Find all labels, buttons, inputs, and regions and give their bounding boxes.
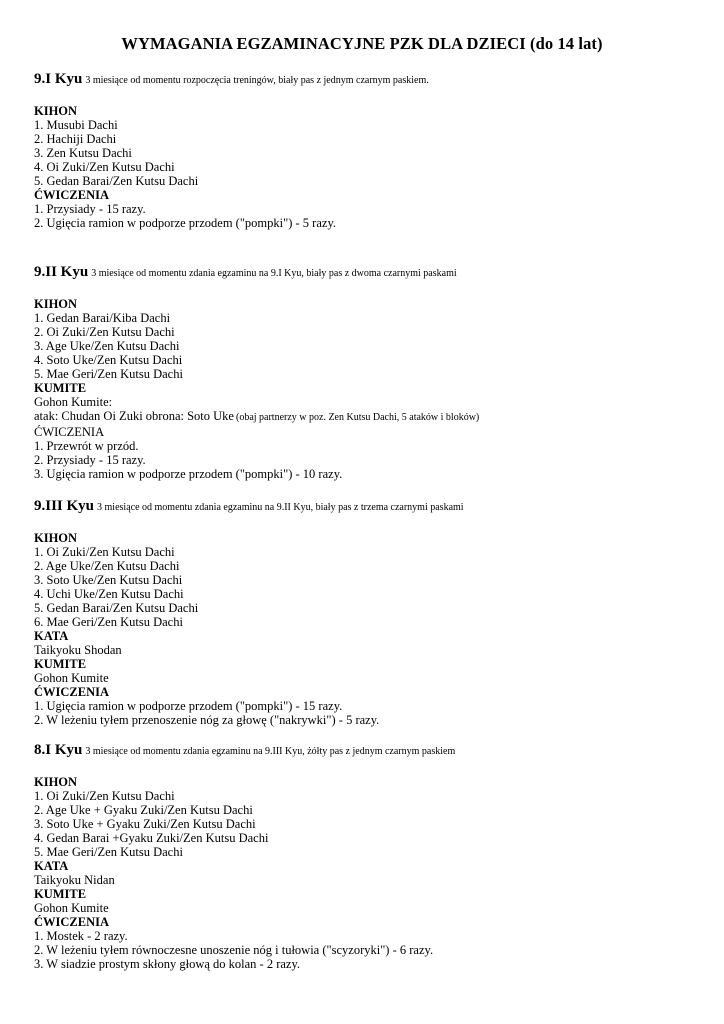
- requirement-item: [34, 395, 704, 409]
- requirement-item: [34, 845, 704, 859]
- section-rank: 9.III Kyu: [34, 498, 95, 514]
- requirement-item: [34, 873, 704, 887]
- requirement-item: [34, 699, 704, 713]
- line-text: 1. Przysiady - 15 razy.: [34, 202, 146, 216]
- section-description: 3 miesiące od momentu zdania egzaminu na 9.I Kyu, biały pas z dwoma czarnymi paskami: [91, 268, 457, 279]
- section-description: 3 miesiące od momentu zdania egzaminu na 9.III Kyu, żółty pas z jednym czarnym paskiem: [85, 746, 456, 757]
- section-description: 3 miesiące od momentu rozpoczęcia treningów, biały pas z jednym czarnym paskiem.: [85, 75, 429, 86]
- line-text: 3. Soto Uke + Gyaku Zuki/Zen Kutsu Dachi: [34, 817, 256, 831]
- requirement-item: [34, 325, 704, 339]
- exam-section-8-1-kyu: [34, 741, 704, 971]
- line-text: 2. W leżeniu tyłem przenoszenie nóg za głowę ("nakrywki") - 5 razy.: [34, 713, 380, 727]
- requirement-item: [34, 409, 704, 425]
- section-description: 3 miesiące od momentu zdania egzaminu na 9.II Kyu, biały pas z trzema czarnymi paskami: [97, 502, 464, 513]
- line-text: 3. Soto Uke/Zen Kutsu Dachi: [34, 573, 183, 587]
- requirement-item: [34, 545, 704, 559]
- requirement-item: [34, 601, 704, 615]
- document-title: WYMAGANIA EGZAMINACYJNE PZK DLA DZIECI (do 14 lat): [121, 34, 603, 53]
- requirement-item: [34, 311, 704, 325]
- requirements-list: [34, 775, 704, 971]
- line-text: KUMITE: [34, 381, 87, 395]
- line-text: 5. Mae Geri/Zen Kutsu Dachi: [34, 845, 183, 859]
- line-text: 2. Age Uke/Zen Kutsu Dachi: [34, 559, 180, 573]
- requirement-item: [34, 559, 704, 573]
- category-heading: [34, 297, 704, 311]
- line-text: KATA: [34, 859, 69, 873]
- line-text: 1. Oi Zuki/Zen Kutsu Dachi: [34, 545, 175, 559]
- requirement-item: [34, 643, 704, 657]
- category-heading: [34, 915, 704, 929]
- line-text: ĆWICZENIA: [34, 425, 105, 439]
- line-text: KUMITE: [34, 887, 87, 901]
- requirements-list: [34, 104, 704, 230]
- requirement-item: [34, 587, 704, 601]
- line-text: 5. Gedan Barai/Zen Kutsu Dachi: [34, 174, 199, 188]
- line-text: 1. Gedan Barai/Kiba Dachi: [34, 311, 171, 325]
- line-text: 4. Oi Zuki/Zen Kutsu Dachi: [34, 160, 175, 174]
- requirement-item: [34, 118, 704, 132]
- line-text: 2. Hachiji Dachi: [34, 132, 117, 146]
- line-text: Gohon Kumite: [34, 901, 109, 915]
- line-text: Gohon Kumite: [34, 671, 109, 685]
- exam-section-9-2-kyu: [34, 263, 704, 481]
- requirement-item: [34, 339, 704, 353]
- category-heading: [34, 657, 704, 671]
- line-text: 5. Gedan Barai/Zen Kutsu Dachi: [34, 601, 199, 615]
- line-text: KIHON: [34, 297, 78, 311]
- line-text: 6. Mae Geri/Zen Kutsu Dachi: [34, 615, 183, 629]
- category-heading: [34, 531, 704, 545]
- requirement-item: [34, 615, 704, 629]
- line-text: 2. Oi Zuki/Zen Kutsu Dachi: [34, 325, 175, 339]
- requirement-item: [34, 713, 704, 727]
- line-text: 1. Ugięcia ramion w podporze przodem ("pompki") - 15 razy.: [34, 699, 343, 713]
- line-text: KIHON: [34, 531, 78, 545]
- requirements-list: [34, 297, 704, 481]
- requirement-item: [34, 367, 704, 381]
- line-text: atak: Chudan Oi Zuki obrona: Soto Uke: [34, 409, 234, 423]
- section-rank: 8.I Kyu: [34, 742, 83, 758]
- line-text: 4. Gedan Barai +Gyaku Zuki/Zen Kutsu Dachi: [34, 831, 269, 845]
- line-text: 1. Musubi Dachi: [34, 118, 118, 132]
- requirement-item: [34, 453, 704, 467]
- requirement-item: [34, 901, 704, 915]
- requirement-item: [34, 943, 704, 957]
- line-text: 4. Soto Uke/Zen Kutsu Dachi: [34, 353, 183, 367]
- line-text: KIHON: [34, 775, 78, 789]
- category-heading: [34, 188, 704, 202]
- line-text: Gohon Kumite:: [34, 395, 113, 409]
- line-text: ĆWICZENIA: [34, 915, 110, 929]
- requirement-item: [34, 202, 704, 216]
- requirement-item: [34, 929, 704, 943]
- requirement-item: [34, 831, 704, 845]
- section-rank: 9.I Kyu: [34, 71, 83, 87]
- line-text: KUMITE: [34, 657, 87, 671]
- line-text: 2. Ugięcia ramion w podporze przodem ("pompki") - 5 razy.: [34, 216, 337, 230]
- exam-section-9-3-kyu: [34, 497, 704, 727]
- line-text: KIHON: [34, 104, 78, 118]
- requirement-item: [34, 425, 704, 439]
- line-text: 2. W leżeniu tyłem równoczesne unoszenie nóg i tułowia ("scyzoryki") - 6 razy.: [34, 943, 434, 957]
- exam-section-9-1-kyu: [34, 70, 704, 230]
- requirement-item: [34, 353, 704, 367]
- requirement-item: [34, 160, 704, 174]
- line-note: (obaj partnerzy w poz. Zen Kutsu Dachi, 5 ataków i bloków): [235, 412, 480, 423]
- section-heading: [34, 263, 704, 283]
- requirement-item: [34, 957, 704, 971]
- requirement-item: [34, 216, 704, 230]
- category-heading: [34, 775, 704, 789]
- requirement-item: [34, 803, 704, 817]
- line-text: KATA: [34, 629, 69, 643]
- category-heading: [34, 859, 704, 873]
- line-text: 2. Przysiady - 15 razy.: [34, 453, 146, 467]
- section-heading: [34, 741, 704, 761]
- line-text: Taikyoku Nidan: [34, 873, 115, 887]
- category-heading: [34, 104, 704, 118]
- line-text: 2. Age Uke + Gyaku Zuki/Zen Kutsu Dachi: [34, 803, 253, 817]
- requirement-item: [34, 573, 704, 587]
- line-text: 1. Oi Zuki/Zen Kutsu Dachi: [34, 789, 175, 803]
- line-text: ĆWICZENIA: [34, 685, 110, 699]
- requirement-item: [34, 439, 704, 453]
- requirement-item: [34, 789, 704, 803]
- line-text: 3. W siadzie prostym skłony głową do kolan - 2 razy.: [34, 957, 301, 971]
- line-text: 3. Age Uke/Zen Kutsu Dachi: [34, 339, 180, 353]
- requirements-list: [34, 531, 704, 727]
- line-text: 3. Ugięcia ramion w podporze przodem ("pompki") - 10 razy.: [34, 467, 343, 481]
- category-heading: [34, 381, 704, 395]
- requirement-item: [34, 146, 704, 160]
- line-text: Taikyoku Shodan: [34, 643, 122, 657]
- category-heading: [34, 887, 704, 901]
- requirement-item: [34, 467, 704, 481]
- section-rank: 9.II Kyu: [34, 264, 89, 280]
- line-text: ĆWICZENIA: [34, 188, 110, 202]
- section-heading: [34, 70, 704, 90]
- section-heading: [34, 497, 704, 517]
- requirement-item: [34, 174, 704, 188]
- requirement-item: [34, 132, 704, 146]
- line-text: 4. Uchi Uke/Zen Kutsu Dachi: [34, 587, 184, 601]
- line-text: 1. Przewrót w przód.: [34, 439, 139, 453]
- requirement-item: [34, 817, 704, 831]
- category-heading: [34, 685, 704, 699]
- line-text: 3. Zen Kutsu Dachi: [34, 146, 132, 160]
- line-text: 1. Mostek - 2 razy.: [34, 929, 128, 943]
- requirement-item: [34, 671, 704, 685]
- category-heading: [34, 629, 704, 643]
- line-text: 5. Mae Geri/Zen Kutsu Dachi: [34, 367, 183, 381]
